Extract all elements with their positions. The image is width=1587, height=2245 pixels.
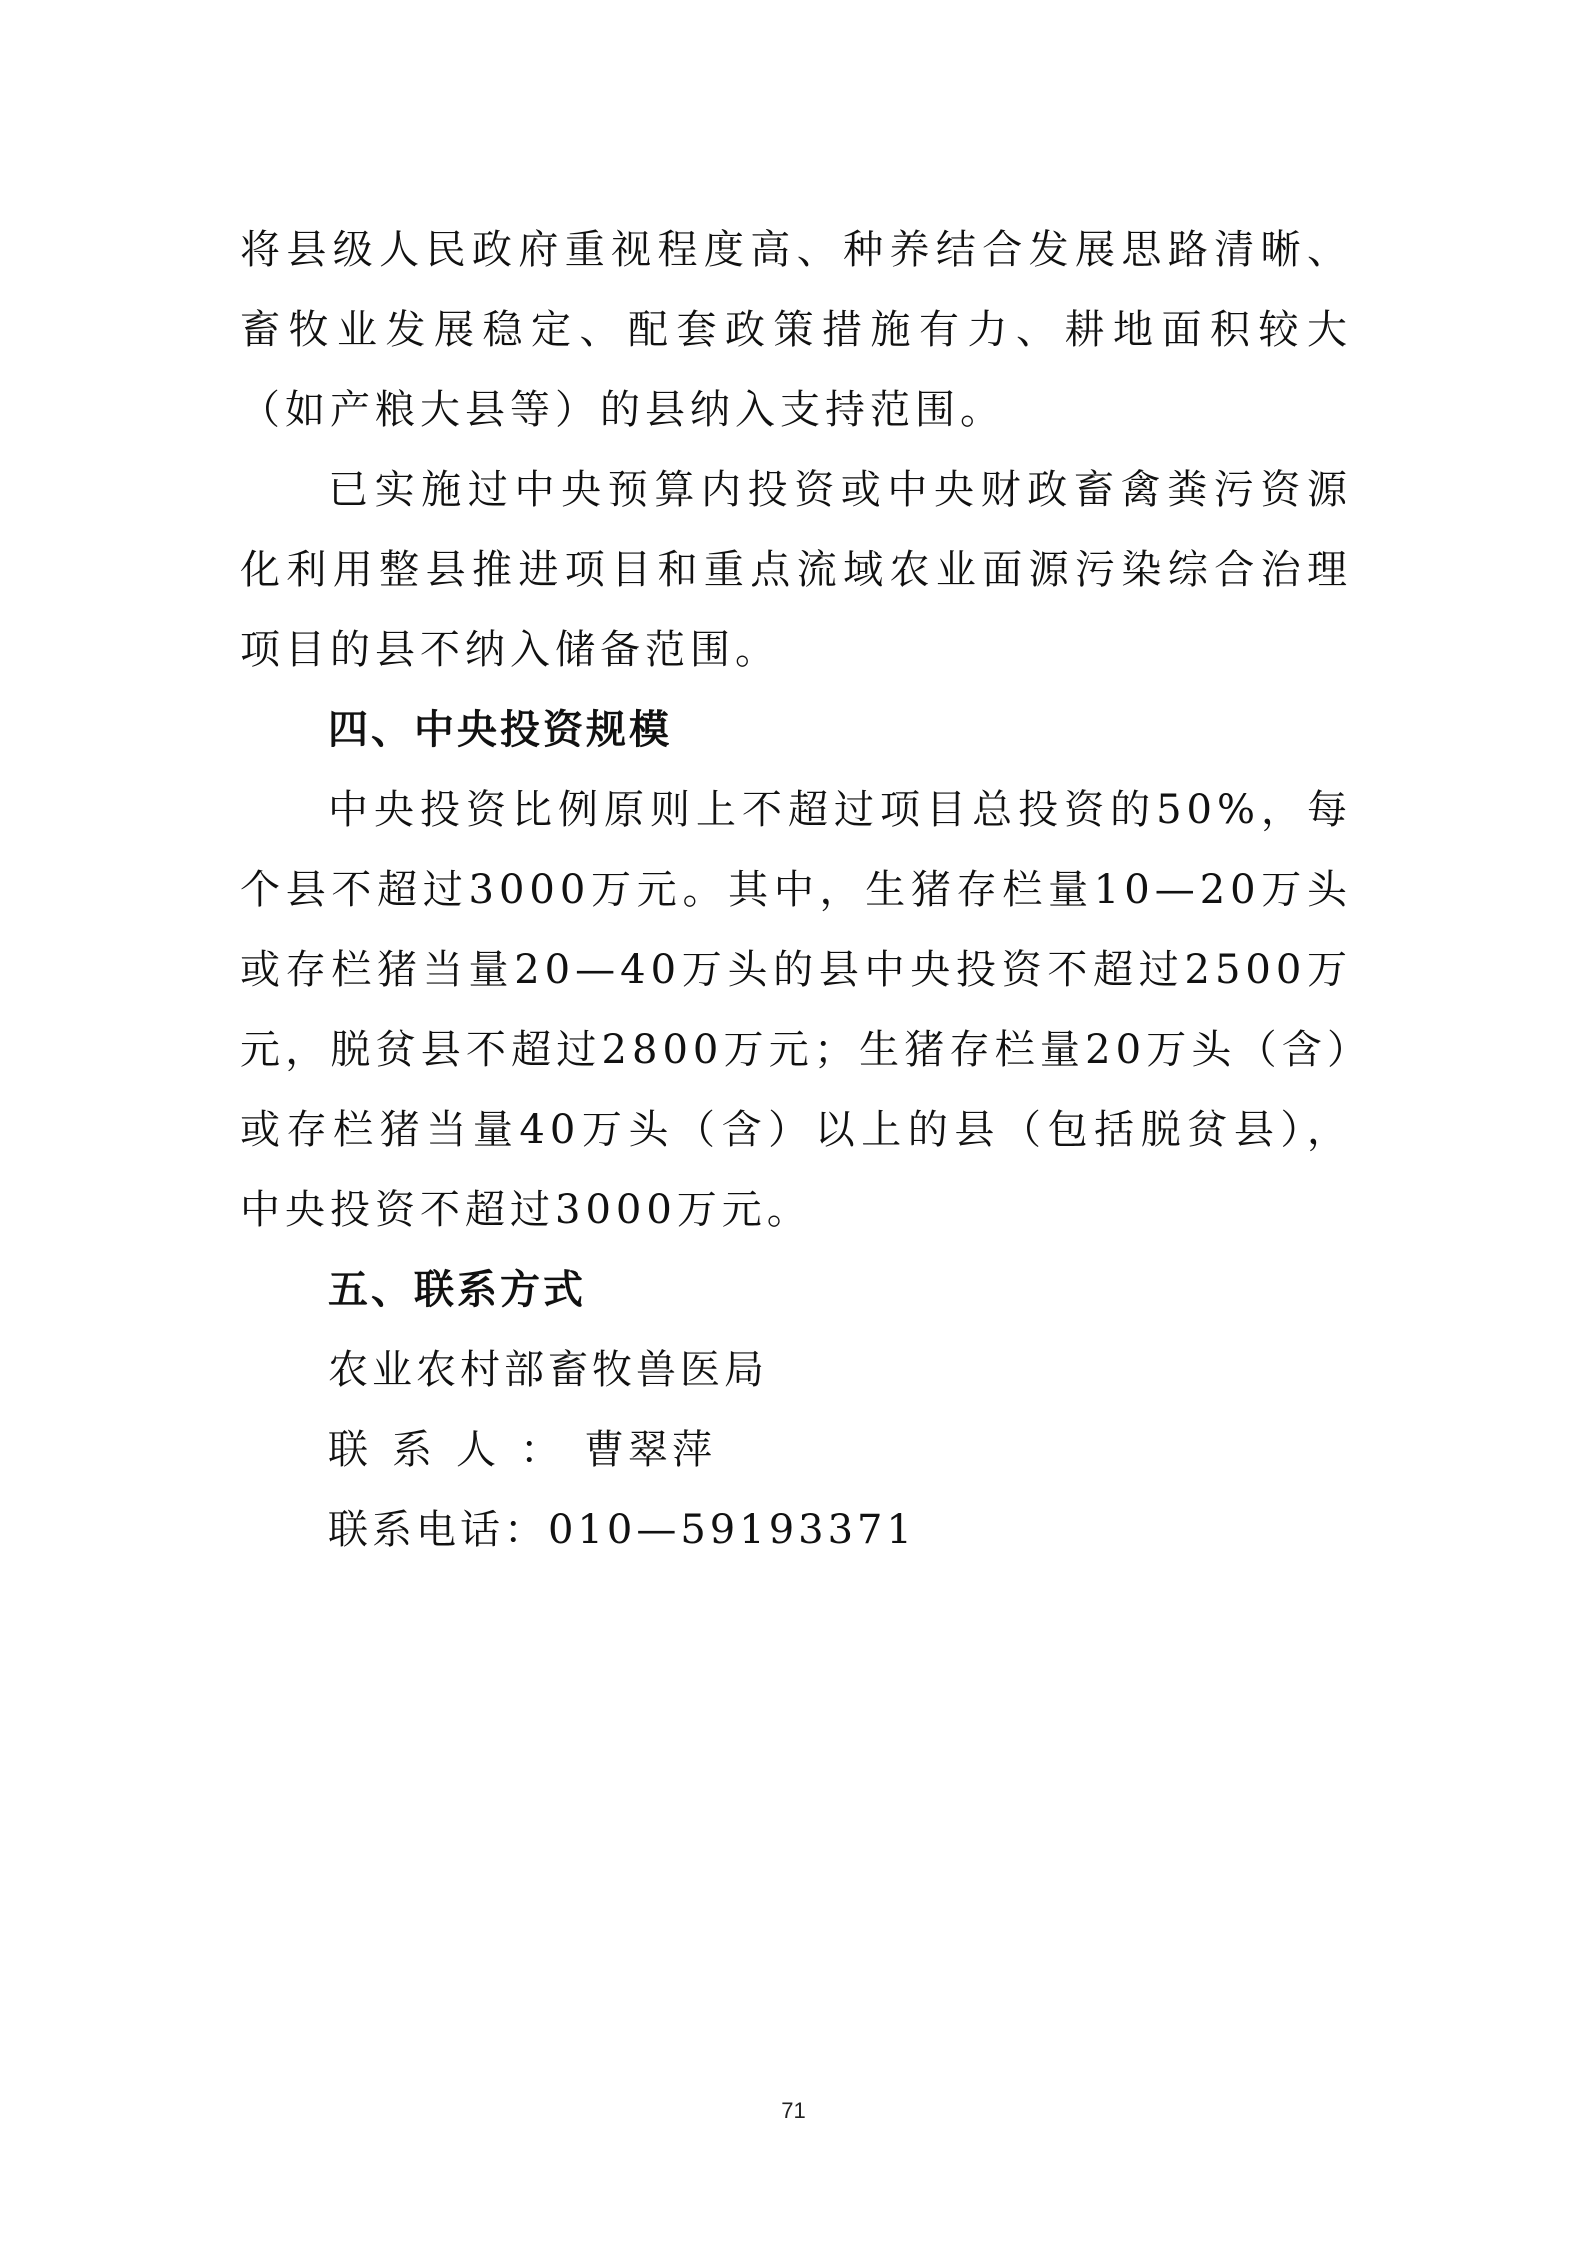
document-body bbox=[240, 210, 1352, 1570]
contact-phone-line bbox=[240, 1490, 1352, 1570]
paragraph-investment-scale: 中央投资比例原则上不超过项目总投资的50%，每个县不超过3000万元。其中，生猪存栏量10—20万头或存栏猪当量20—40万头的县中央投资不超过2500万元，脱贫县不超过2800万元；生猪存栏量20万头（含）或存栏猪当量40万头（含）以上的县（包括脱贫县），中央投资不超过3000万元。 bbox=[240, 787, 1352, 1233]
page-number: 71 bbox=[781, 2098, 806, 2123]
contact-person-label: 联系人： bbox=[328, 1427, 584, 1473]
contact-phone-value: 010—59193371 bbox=[548, 1507, 916, 1553]
section-heading-contact: 五、联系方式 bbox=[328, 1267, 586, 1313]
paragraph-scope-exclusion: 已实施过中央预算内投资或中央财政畜禽粪污资源化利用整县推进项目和重点流域农业面源污染综合治理项目的县不纳入储备范围。 bbox=[240, 467, 1352, 673]
contact-organization: 农业农村部畜牧兽医局 bbox=[328, 1347, 768, 1393]
contact-person-line bbox=[240, 1410, 1352, 1490]
section-heading-investment-scale: 四、中央投资规模 bbox=[328, 707, 672, 753]
contact-phone-label: 联系电话： bbox=[328, 1507, 548, 1553]
paragraph-scope-inclusion: 将县级人民政府重视程度高、种养结合发展思路清晰、畜牧业发展稳定、配套政策措施有力、耕地面积较大（如产粮大县等）的县纳入支持范围。 bbox=[240, 227, 1352, 433]
contact-person-name: 曹翠萍 bbox=[584, 1427, 716, 1473]
